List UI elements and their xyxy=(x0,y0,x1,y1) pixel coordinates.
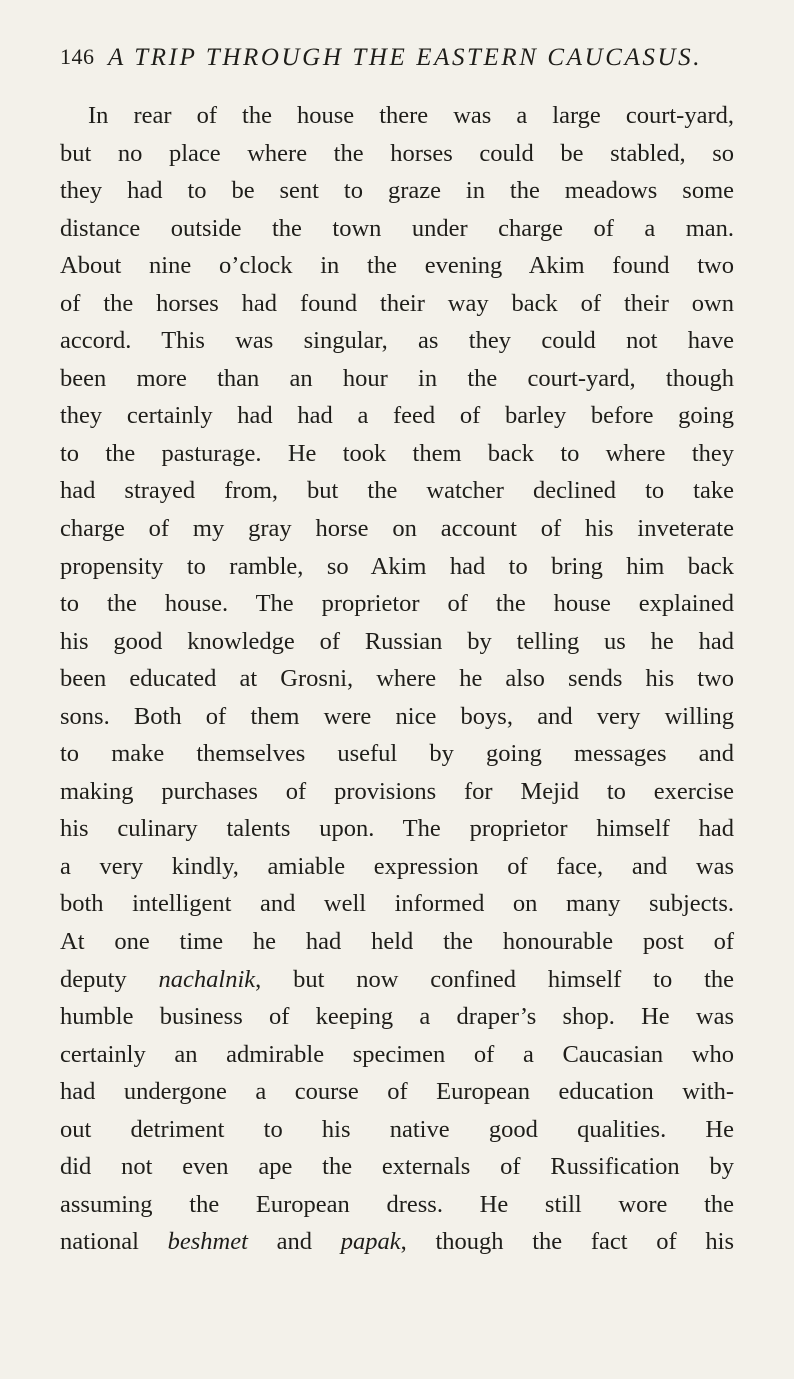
italic-term: nachalnik xyxy=(158,965,256,993)
text-line: distance outside the town under charge of a man. xyxy=(60,214,734,242)
italic-term: beshmet xyxy=(167,1228,248,1256)
text-line: charge of my gray horse on account of his inveterate xyxy=(60,515,734,543)
italic-term: papak xyxy=(340,1228,401,1256)
text-line: accord. This was singular, as they could not have xyxy=(60,327,734,355)
text-line: they certainly had had a feed of barley before going xyxy=(60,402,734,430)
text-line: been more than an hour in the court-yard, though xyxy=(60,364,734,392)
text-line: been educated at Grosni, where he also sends his two xyxy=(60,665,734,693)
text-line: In rear of the house there was a large court-yard, xyxy=(88,102,734,129)
text-line: his good knowledge of Russian by telling us he had xyxy=(60,627,734,655)
text-line: a very kindly, amiable expression of face, and was xyxy=(60,852,734,880)
text-line: sons. Both of them were nice boys, and very willing xyxy=(60,702,734,730)
text-line: they had to be sent to graze in the meadows some xyxy=(60,177,734,205)
text-line: making purchases of provisions for Mejid to exercise xyxy=(60,777,734,805)
text-line: but no place where the horses could be stabled, so xyxy=(60,139,734,167)
text-line: his culinary talents upon. The proprietor himself had xyxy=(60,815,734,843)
text-line: certainly an admirable specimen of a Caucasian who xyxy=(60,1040,734,1068)
text-line: out detriment to his native good qualities. He xyxy=(60,1115,734,1143)
text-line: About nine o’clock in the evening Akim found two xyxy=(60,252,734,280)
text-line: At one time he had held the honourable post of xyxy=(60,928,734,956)
text-line: deputy nachalnik, but now confined himself to the xyxy=(60,965,734,993)
text-line: of the horses had found their way back of their own xyxy=(60,289,734,317)
text-line: propensity to ramble, so Akim had to bring him back xyxy=(60,552,734,580)
page-number: 146 xyxy=(60,44,95,69)
page-header xyxy=(60,44,740,78)
text-line: assuming the European dress. He still wore the xyxy=(60,1190,734,1218)
running-title: A TRIP THROUGH THE EASTERN CAUCASUS. xyxy=(108,44,703,71)
text-line: to the pasturage. He took them back to where they xyxy=(60,439,734,467)
text-line: to the house. The proprietor of the house explained xyxy=(60,590,734,618)
text-line: had strayed from, but the watcher declined to take xyxy=(60,477,734,505)
body-text xyxy=(60,97,734,1261)
text-line: humble business of keeping a draper’s shop. He was xyxy=(60,1003,734,1031)
text-line: both intelligent and well informed on many subjects. xyxy=(60,890,734,918)
text-line: did not even ape the externals of Russification by xyxy=(60,1153,734,1181)
text-line: national beshmet and papak, though the fact of his xyxy=(60,1228,735,1256)
text-line: had undergone a course of European education with- xyxy=(60,1078,734,1106)
text-line: to make themselves useful by going messages and xyxy=(60,740,734,768)
